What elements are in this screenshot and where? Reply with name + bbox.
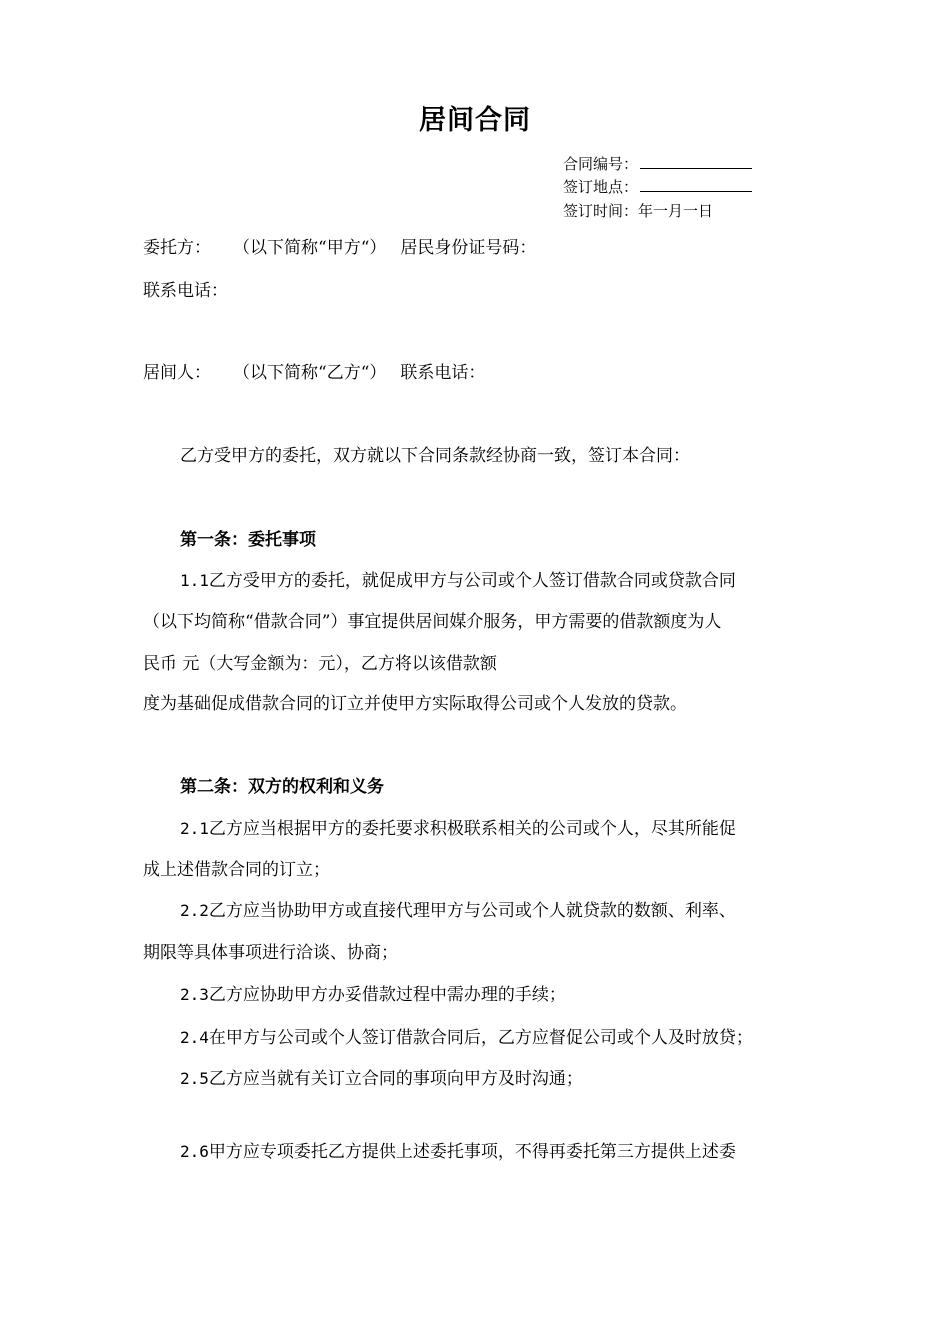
- intermediary-label: 居间人：: [143, 363, 211, 383]
- article1-p1-number: 1.1: [180, 571, 209, 590]
- intermediary-phone-label: 联系电话：: [400, 363, 486, 383]
- document-title: 居间合同: [419, 105, 531, 136]
- principal-phone-label: 联系电话：: [143, 281, 228, 301]
- principal-abbr: （以下简称“甲方“）: [233, 238, 387, 258]
- article2-item-2-2-cont: 期限等具体事项进行洽谈、协商；: [143, 943, 398, 963]
- contract-number-label: 合同编号：: [563, 155, 639, 173]
- signing-place-blank: [640, 177, 752, 192]
- article2-item-2-2: 2.2乙方应当协助甲方或直接代理甲方与公司或个人就贷款的数额、利率、: [180, 901, 736, 921]
- article2-item-2-6: 2.6甲方应专项委托乙方提供上述委托事项，不得再委托第三方提供上述委: [180, 1142, 736, 1162]
- principal-line: [143, 236, 536, 260]
- article2-item-2-1: 2.1乙方应当根据甲方的委托要求积极联系相关的公司或个人，尽其所能促: [180, 819, 736, 839]
- article1-p1-line2: （以下均简称“借款合同”）事宜提供居间媒介服务，甲方需要的借款额度为人: [143, 612, 722, 632]
- article2-heading: 第二条：双方的权利和义务: [180, 777, 384, 797]
- article2-item-2-5: 2.5乙方应当就有关订立合同的事项向甲方及时沟通；: [180, 1069, 583, 1089]
- signing-time-value: 年一月一日: [638, 202, 714, 220]
- signing-time-label: 签订时间：: [563, 202, 639, 220]
- signing-place-label: 签订地点：: [563, 178, 639, 196]
- signing-place-row: [563, 177, 752, 197]
- preamble: 乙方受甲方的委托，双方就以下合同条款经协商一致，签订本合同：: [180, 446, 690, 466]
- article1-heading: 第一条：委托事项: [180, 530, 316, 550]
- signing-time-row: [563, 201, 713, 221]
- contract-number-blank: [640, 154, 752, 169]
- principal-label: 委托方：: [143, 238, 211, 258]
- article2-item-2-3: 2.3乙方应协助甲方办妥借款过程中需办理的手续；: [180, 985, 566, 1005]
- article2-item-2-4: 2.4在甲方与公司或个人签订借款合同后，乙方应督促公司或个人及时放贷；: [180, 1028, 753, 1048]
- intermediary-abbr: （以下简称“乙方“）: [233, 363, 387, 383]
- article2-item-2-1-cont: 成上述借款合同的订立；: [143, 860, 330, 880]
- article1-p1-line4: 度为基础促成借款合同的订立并使甲方实际取得公司或个人发放的贷款。: [143, 694, 687, 714]
- principal-phone-line: [143, 279, 228, 303]
- article1-p1-line3: 民币 元（大写金额为：元），乙方将以该借款额: [143, 654, 497, 674]
- principal-id-label: 居民身份证号码：: [400, 238, 537, 258]
- contract-number-row: [563, 154, 752, 174]
- intermediary-line: [143, 361, 485, 385]
- article1-p1-line1: 1.1乙方受甲方的委托，就促成甲方与公司或个人签订借款合同或贷款合同: [180, 571, 736, 591]
